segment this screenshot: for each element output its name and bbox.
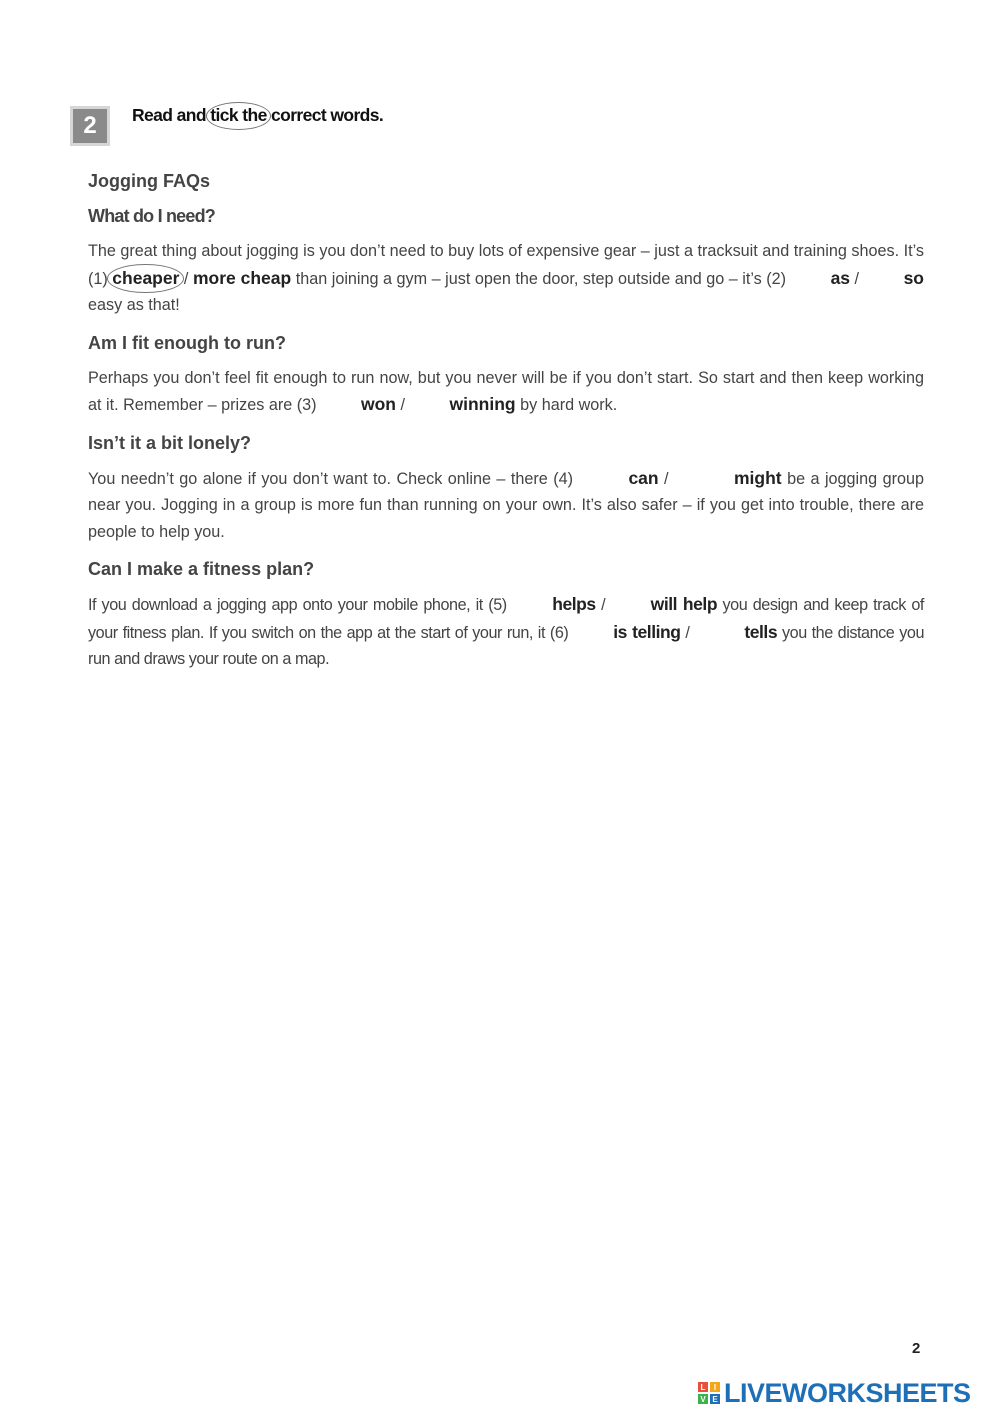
option-1a-cheaper[interactable]: cheaper: [112, 265, 179, 292]
separator: /: [396, 396, 410, 414]
text-segment: by hard work.: [515, 396, 618, 414]
exercise-number-badge: [70, 106, 110, 146]
exercise-number: 2: [73, 109, 107, 143]
article-title: Jogging FAQs: [88, 171, 211, 191]
page-number: 2: [912, 1340, 921, 1357]
text-segment: you the distance you run and draws your route on a map.: [88, 623, 924, 668]
option-4b-might[interactable]: might: [733, 467, 782, 488]
text-segment: If you download a jogging app onto your mobile phone, it (5): [88, 596, 513, 614]
option-3a-won[interactable]: won: [361, 394, 396, 414]
exercise-instruction: [132, 105, 383, 126]
article: [88, 168, 924, 684]
text-segment: be a jogging group near you. Jogging in a group is more fun than running on your own. It’s also safer – if you get into trouble, there are people to help you.: [88, 469, 924, 541]
section-text-fit: [88, 365, 924, 419]
text-segment: than joining a gym – just open the door, step outside and go – it’s (2): [291, 269, 791, 288]
option-5a-helps[interactable]: helps: [552, 594, 596, 614]
separator: /: [850, 269, 864, 288]
instruction-after: correct words.: [266, 105, 384, 125]
logo-cell: E: [710, 1394, 720, 1404]
option-4a-can[interactable]: can: [628, 467, 659, 488]
option-5b-will-help[interactable]: will help: [650, 594, 718, 614]
section-heading-need: What do I need?: [88, 206, 215, 226]
text-segment: Perhaps you don’t feel fit enough to run now, but you never will be if you don’t start. So start and then keep working at it. Remember – prizes are (3): [88, 368, 924, 414]
text-segment: easy as that!: [88, 296, 180, 314]
text-segment: The great thing about jogging is you don’t need to buy lots of expensive gear – just a tracksuit and training shoes. It’s (1): [88, 242, 924, 288]
separator: /: [595, 596, 611, 614]
option-1b-more-cheap[interactable]: more cheap: [192, 267, 292, 288]
section-text-lonely: [88, 465, 924, 546]
logo-text: LIVEWORKSHEETS: [724, 1377, 971, 1408]
option-3b-winning[interactable]: winning: [449, 394, 516, 414]
section-heading-lonely: Isn’t it a bit lonely?: [88, 432, 252, 453]
text-segment: you design and keep track of your fitness plan. If you switch on the app at the start of your run, it (6): [88, 596, 924, 642]
logo-cell: L: [698, 1382, 708, 1392]
text-segment: You needn’t go alone if you don’t want to. Check online – there (4): [88, 469, 579, 488]
logo-icon: [698, 1382, 720, 1404]
separator: /: [680, 623, 695, 642]
section-text-plan: [88, 591, 924, 673]
logo-cell: V: [698, 1394, 708, 1404]
option-6a-is-telling[interactable]: is telling: [613, 621, 681, 642]
option-2b-so[interactable]: so: [903, 267, 925, 288]
option-6b-tells[interactable]: tells: [744, 621, 778, 642]
section-text-need: [88, 238, 924, 319]
separator: /: [179, 269, 193, 288]
liveworksheets-logo: [698, 1378, 971, 1408]
logo-cell: I: [710, 1382, 720, 1392]
instruction-circled: tick the: [210, 105, 267, 125]
instruction-before: Read and: [132, 105, 211, 125]
section-heading-fit: Am I fit enough to run?: [88, 332, 286, 353]
option-2a-as[interactable]: as: [830, 267, 851, 288]
separator: /: [658, 469, 674, 488]
section-heading-plan: Can I make a fitness plan?: [88, 559, 315, 579]
